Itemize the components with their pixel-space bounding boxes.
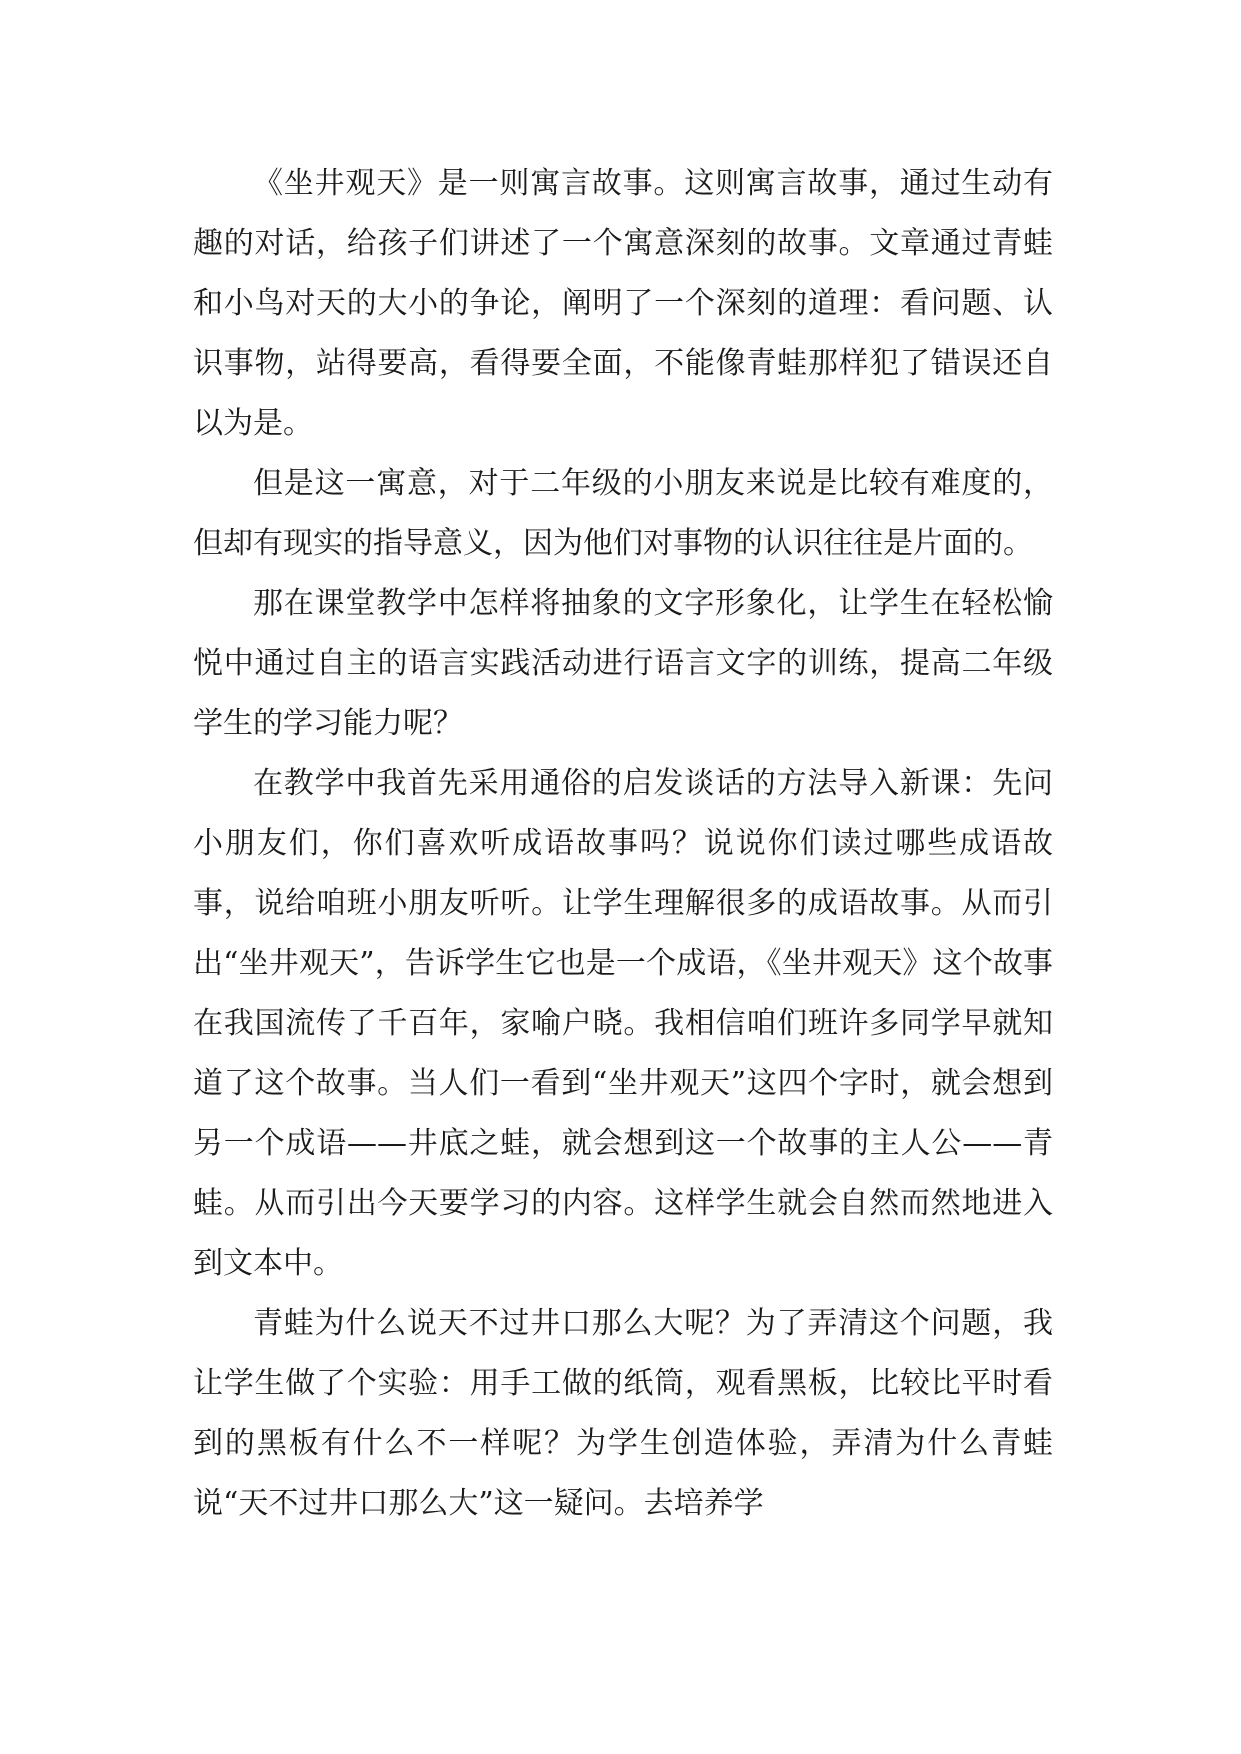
paragraph: 在教学中我首先采用通俗的启发谈话的方法导入新课：先问小朋友们，你们喜欢听成语故事吗？说说你们读过哪些成语故事，说给咱班小朋友听听。让学生理解很多的成语故事。从而引出“坐井观天”，告诉学生它也是一个成语，《坐井观天》这个故事在我国流传了千百年，家喻户晓。我相信咱们班许多同学早就知道了这个故事。当人们一看到“坐井观天”这四个字时，就会想到另一个成语——井底之蛙，就会想到这一个故事的主人公——青蛙。从而引出今天要学习的内容。这样学生就会自然而然地进入到文本中。 — [193, 766, 1053, 1281]
paragraph: 《坐井观天》是一则寓言故事。这则寓言故事，通过生动有趣的对话，给孩子们讲述了一个寓意深刻的故事。文章通过青蛙和小鸟对天的大小的争论，阐明了一个深刻的道理：看问题、认识事物，站得要高，看得要全面，不能像青蛙那样犯了错误还自以为是。 — [193, 166, 1053, 441]
paragraph: 但是这一寓意，对于二年级的小朋友来说是比较有难度的，但却有现实的指导意义，因为他们对事物的认识往往是片面的。 — [193, 466, 1053, 561]
paragraph: 那在课堂教学中怎样将抽象的文字形象化，让学生在轻松愉悦中通过自主的语言实践活动进行语言文字的训练，提高二年级学生的学习能力呢？ — [193, 586, 1053, 741]
paragraph: 青蛙为什么说天不过井口那么大呢？为了弄清这个问题，我让学生做了个实验：用手工做的纸筒，观看黑板，比较比平时看到的黑板有什么不一样呢？为学生创造体验，弄清为什么青蛙说“天不过井口那么大”这一疑问。去培养学 — [193, 1306, 1053, 1521]
document-body — [193, 154, 1053, 1534]
